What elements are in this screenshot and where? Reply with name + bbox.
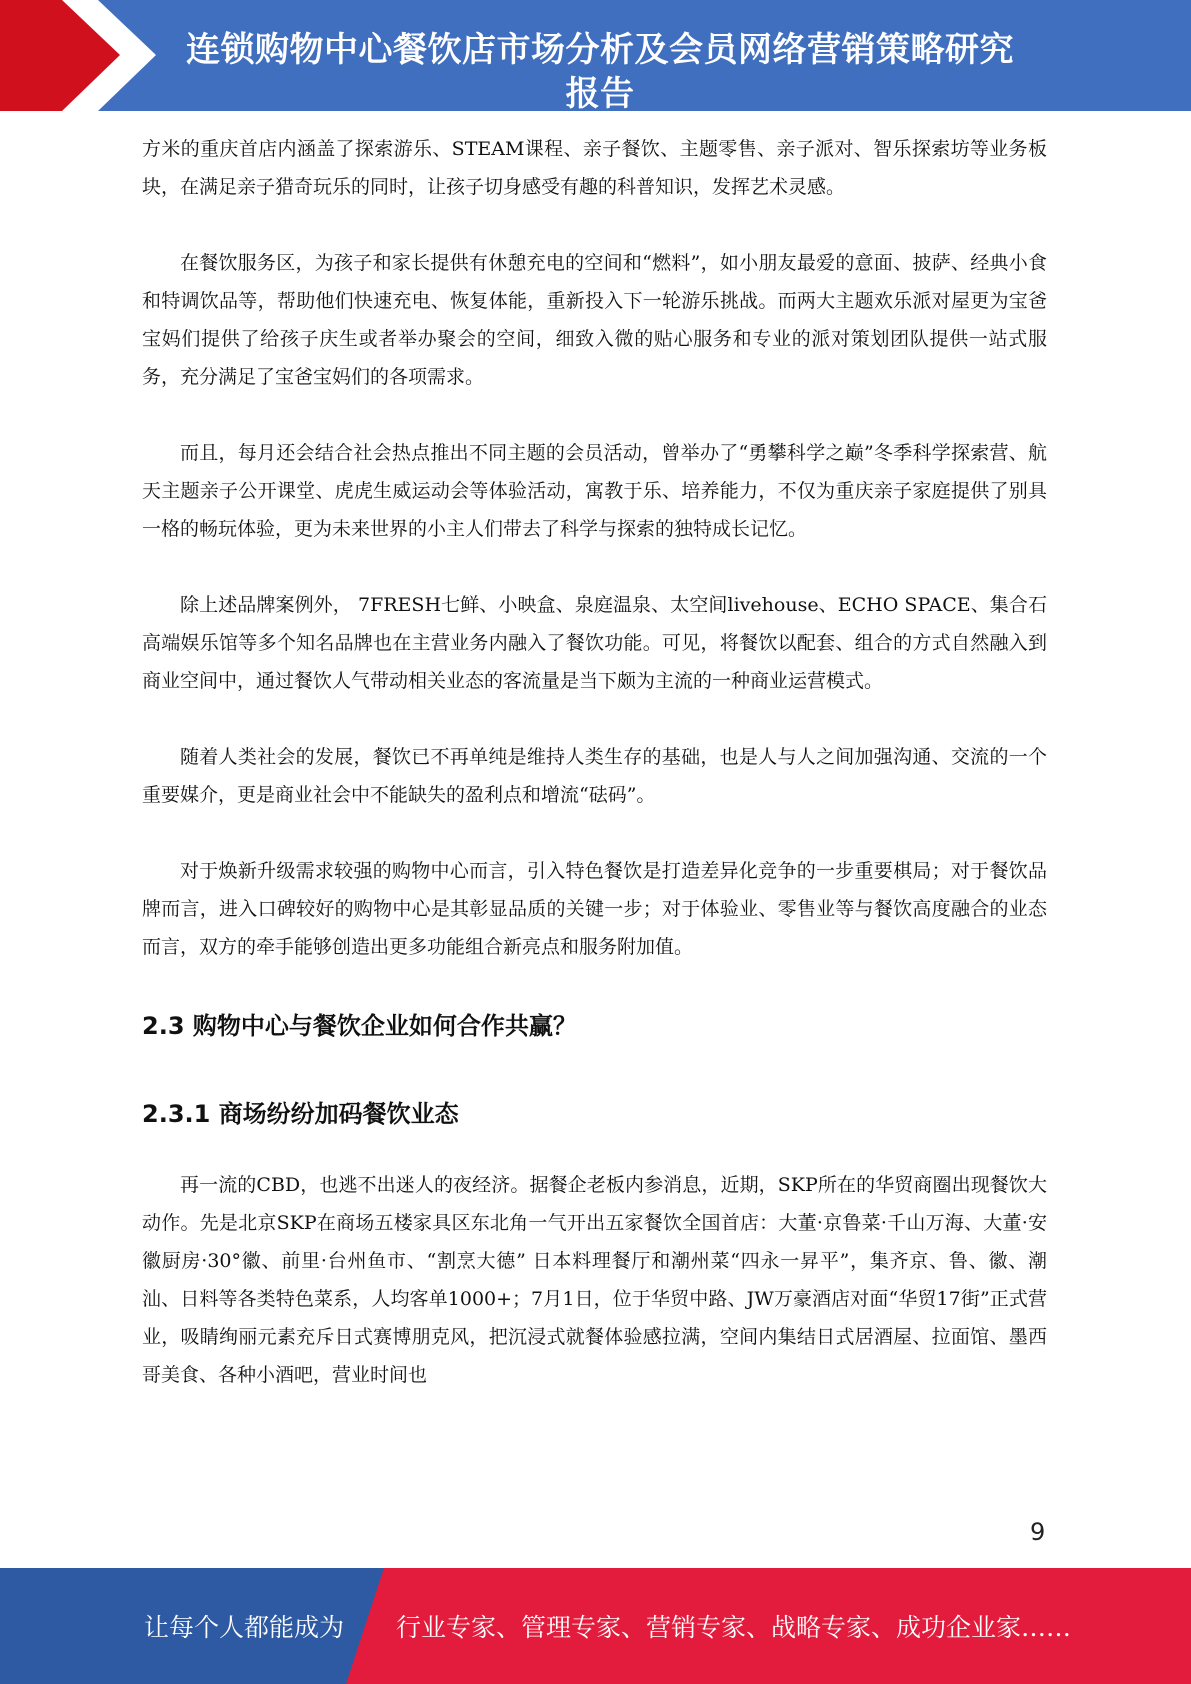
footer-slogan-right: 行业专家、管理专家、营销专家、战略专家、成功企业家…… <box>396 1613 1072 1642</box>
page-number: 9 <box>1030 1518 1046 1546</box>
paragraph-4: 除上述品牌案例外， 7FRESH七鲜、小映盒、泉庭温泉、太空间livehouse、ECHO SPACE、集合石高端娱乐馆等多个知名品牌也在主营业务内融入了餐饮功能。可见，将餐饮以配套、组合的方式自然融入到商业空间中，通过餐饮人气带动相关业态的客流量是当下颇为主流的一种商业运营模式。 <box>142 594 1047 692</box>
section-heading-2-3: 2.3 购物中心与餐饮企业如何合作共赢？ <box>142 1012 577 1040</box>
footer-slogan-left: 让每个人都能成为 <box>144 1613 345 1642</box>
document-title <box>150 28 1050 111</box>
document-body <box>142 130 1047 1394</box>
header-banner <box>0 0 1191 111</box>
paragraph-6: 对于焕新升级需求较强的购物中心而言，引入特色餐饮是打造差异化竞争的一步重要棋局；对于餐饮品牌而言，进入口碑较好的购物中心是其彰显品质的关键一步；对于体验业、零售业等与餐饮高度融合的业态而言，双方的牵手能够创造出更多功能组合新亮点和服务附加值。 <box>142 860 1047 958</box>
paragraph-5: 随着人类社会的发展，餐饮已不再单纯是维持人类生存的基础，也是人与人之间加强沟通、交流的一个重要媒介，更是商业社会中不能缺失的盈利点和增流“砝码”。 <box>142 746 1047 806</box>
section-heading-2-3-1: 2.3.1 商场纷纷加码餐饮业态 <box>142 1100 459 1128</box>
paragraph-2: 在餐饮服务区，为孩子和家长提供有休憩充电的空间和“燃料”，如小朋友最爱的意面、披萨、经典小食和特调饮品等，帮助他们快速充电、恢复体能，重新投入下一轮游乐挑战。而两大主题欢乐派对屋更为宝爸宝妈们提供了给孩子庆生或者举办聚会的空间，细致入微的贴心服务和专业的派对策划团队提供一站式服务，充分满足了宝爸宝妈们的各项需求。 <box>142 252 1047 388</box>
paragraph-1: 方米的重庆首店内涵盖了探索游乐、STEAM课程、亲子餐饮、主题零售、亲子派对、智乐探索坊等业务板块，在满足亲子猎奇玩乐的同时，让孩子切身感受有趣的科普知识，发挥艺术灵感。 <box>142 138 1047 198</box>
document-title-line2: 报告 <box>565 74 635 111</box>
paragraph-3: 而且，每月还会结合社会热点推出不同主题的会员活动，曾举办了“勇攀科学之巅”冬季科学探索营、航天主题亲子公开课堂、虎虎生威运动会等体验活动，寓教于乐、培养能力，不仅为重庆亲子家庭提供了别具一格的畅玩体验，更为未来世界的小主人们带去了科学与探索的独特成长记忆。 <box>142 442 1047 540</box>
footer-banner <box>0 1568 1191 1684</box>
paragraph-7: 再一流的CBD，也逃不出迷人的夜经济。据餐企老板内参消息，近期，SKP所在的华贸商圈出现餐饮大动作。先是北京SKP在商场五楼家具区东北角一气开出五家餐饮全国首店：大董·京鲁菜·千山万海、大董·安徽厨房·30°徽、前里·台州鱼市、“割烹大德” 日本料理餐厅和潮州菜“四永一昇平”，集齐京、鲁、徽、潮汕、日料等各类特色菜系，人均客单1000+；7月1日，位于华贸中路、JW万豪酒店对面“华贸17街”正式营业，吸睛绚丽元素充斥日式赛博朋克风，把沉浸式就餐体验感拉满，空间内集结日式居酒屋、拉面馆、墨西哥美食、各种小酒吧，营业时间也 <box>142 1174 1047 1386</box>
document-title-line1: 连锁购物中心餐饮店市场分析及会员网络营销策略研究 <box>186 30 1014 70</box>
